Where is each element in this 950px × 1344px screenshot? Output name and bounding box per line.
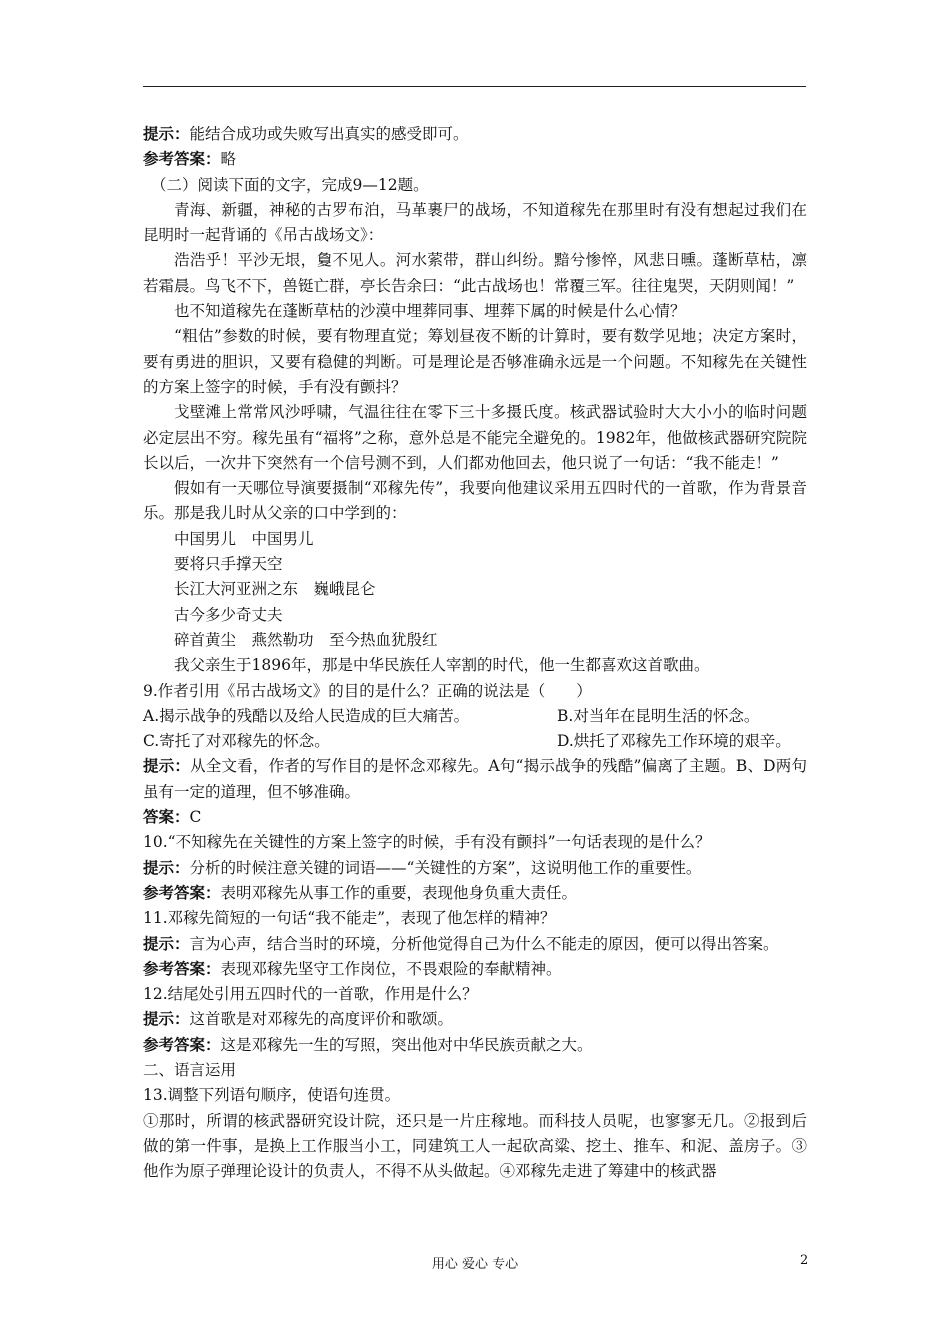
poem-line: 长江大河亚洲之东 巍峨昆仑 [174, 580, 376, 599]
q12-hint: 提示：这首歌是对邓稼先的高度评价和歌颂。 [143, 1010, 454, 1029]
q10-answer: 参考答案：表明邓稼先从事工作的重要，表现他身负重大责任。 [143, 883, 578, 902]
q12-question: 12.结尾处引用五四时代的一首歌，作用是什么？ [143, 985, 478, 1004]
ref-answer-label: 参考答案： [143, 1035, 221, 1054]
poem-line: 碎首黄尘 燕然勒功 至今热血犹殷红 [174, 630, 438, 649]
q13-text: ①那时，所谓的核武器研究设计院，还只是一片庄稼地。而科技人员呢，也寥寥无几。②报到后做的第一件事，是换上工作服当小工，同建筑工人一起砍高粱、挖土、推车、和泥、盖房子。③他作为原子弹理论设计的负责人，不得不从头做起。④邓稼先走进了筹建中的核武器 [143, 1111, 807, 1181]
ref-answer-label: 参考答案： [143, 883, 221, 902]
q13-question: 13.调整下列语句顺序，使语句连贯。 [143, 1086, 401, 1105]
document-body [143, 122, 807, 1184]
q11-question: 11.邓稼先简短的一句话“我不能走”，表现了他怎样的精神？ [143, 909, 556, 928]
q10-question: 10.“不知稼先在关键性的方案上签字的时候，手有没有颤抖”一句话表现的是什么？ [143, 833, 711, 852]
hint-label: 提示： [143, 858, 190, 877]
hint-label: 提示： [143, 757, 191, 776]
passage-paragraph: 假如有一天哪位导演要摄制“邓稼先传”，我要向他建议采用五四时代的一首歌，作为背景音乐。那是我儿时从父亲的口中学到的： [143, 479, 807, 523]
passage-paragraph: “粗估”参数的时候，要有物理直觉；筹划昼夜不断的计算时，要有数学见地；决定方案时，要有勇进的胆识，又要有稳健的判断。可是理论是否够准确永远是一个问题。不知稼先在关键性的方案上签字的时候，手有没有颤抖？ [143, 327, 807, 396]
q9-hint: 提示：从全文看，作者的写作目的是怀念邓稼先。A句“揭示战争的残酷”偏离了主题。B、D两句虽有一定的道理，但不够准确。 [143, 757, 807, 801]
passage-paragraph: 浩浩乎！平沙无垠，敻不见人。河水萦带，群山纠纷。黯兮惨悴，风悲日曛。蓬断草枯，凛若霜晨。鸟飞不下，兽铤亡群，亭长告余曰：“此古战场也！常覆三军。往往鬼哭，天阴则闻！” [143, 251, 807, 295]
q9-question: 9.作者引用《吊古战场文》的目的是什么？正确的说法是（ ） [143, 681, 592, 700]
page-footer [0, 1253, 950, 1273]
q11-answer: 参考答案：表现邓稼先坚守工作岗位，不畏艰险的奉献精神。 [143, 959, 562, 978]
passage-paragraph: 也不知道稼先在蓬断草枯的沙漠中埋葬同事、埋葬下属的时候是什么心情？ [174, 302, 686, 321]
poem-line: 古今多少奇丈夫 [174, 605, 283, 624]
passage-paragraph: 我父亲生于1896年，那是中华民族任人宰割的时代，他一生都喜欢这首歌曲。 [174, 656, 710, 675]
q10-hint: 提示：分析的时候注意关键的词语——“关键性的方案”，这说明他工作的重要性。 [143, 858, 702, 877]
ref-answer-label: 参考答案： [143, 150, 221, 169]
poem-line: 要将只手撑天空 [174, 555, 283, 574]
passage-paragraph: 青海、新疆，神秘的古罗布泊，马革裹尸的战场，不知道稼先在那里时有没有想起过我们在昆明时一起背诵的《吊古战场文》： [143, 200, 807, 245]
q9-option-a: A.揭示战争的残酷以及给人民造成的巨大痛苦。 [143, 706, 470, 725]
q12-answer: 参考答案：这是邓稼先一生的写照，突出他对中华民族贡献之大。 [143, 1035, 593, 1054]
page-number: 2 [800, 1253, 809, 1268]
answer-label: 答案： [143, 808, 190, 827]
section-language-title: 二、语言运用 [143, 1060, 237, 1079]
q8-hint: 提示：能结合成功或失败写出真实的感受即可。 [143, 125, 469, 143]
q9-option-d: D.烘托了邓稼先工作环境的艰辛。 [557, 732, 791, 751]
q9-answer: 答案：C [143, 808, 202, 827]
hint-label: 提示： [143, 1010, 190, 1029]
footer-motto: 用心 爱心 专心 [431, 1257, 519, 1272]
ref-answer-label: 参考答案： [143, 959, 221, 978]
header-rule [143, 86, 806, 87]
q8-answer: 参考答案：略 [143, 150, 237, 169]
passage-paragraph: 戈壁滩上常常风沙呼啸，气温往往在零下三十多摄氏度。核武器试验时大大小小的临时问题必定层出不穷。稼先虽有“福将”之称，意外总是不能完全避免的。1982年，他做核武器研究院院长以后，一次井下突然有一个信号测不到，人们都劝他回去，他只说了一句话：“我不能走！” [143, 403, 807, 472]
q9-options-row-2 [143, 729, 807, 754]
hint-label: 提示： [143, 125, 190, 143]
poem-line: 中国男儿 中国男儿 [174, 529, 314, 548]
q9-options-row-1 [143, 704, 807, 729]
section2-title: （二）阅读下面的文字，完成9—12题。 [151, 175, 429, 194]
q9-option-b: B.对当年在昆明生活的怀念。 [557, 706, 760, 725]
q11-hint: 提示：言为心声，结合当时的环境，分析他觉得自己为什么不能走的原因，便可以得出答案。 [143, 934, 779, 953]
hint-label: 提示： [143, 934, 190, 953]
q9-option-c: C.寄托了对邓稼先的怀念。 [143, 732, 330, 751]
